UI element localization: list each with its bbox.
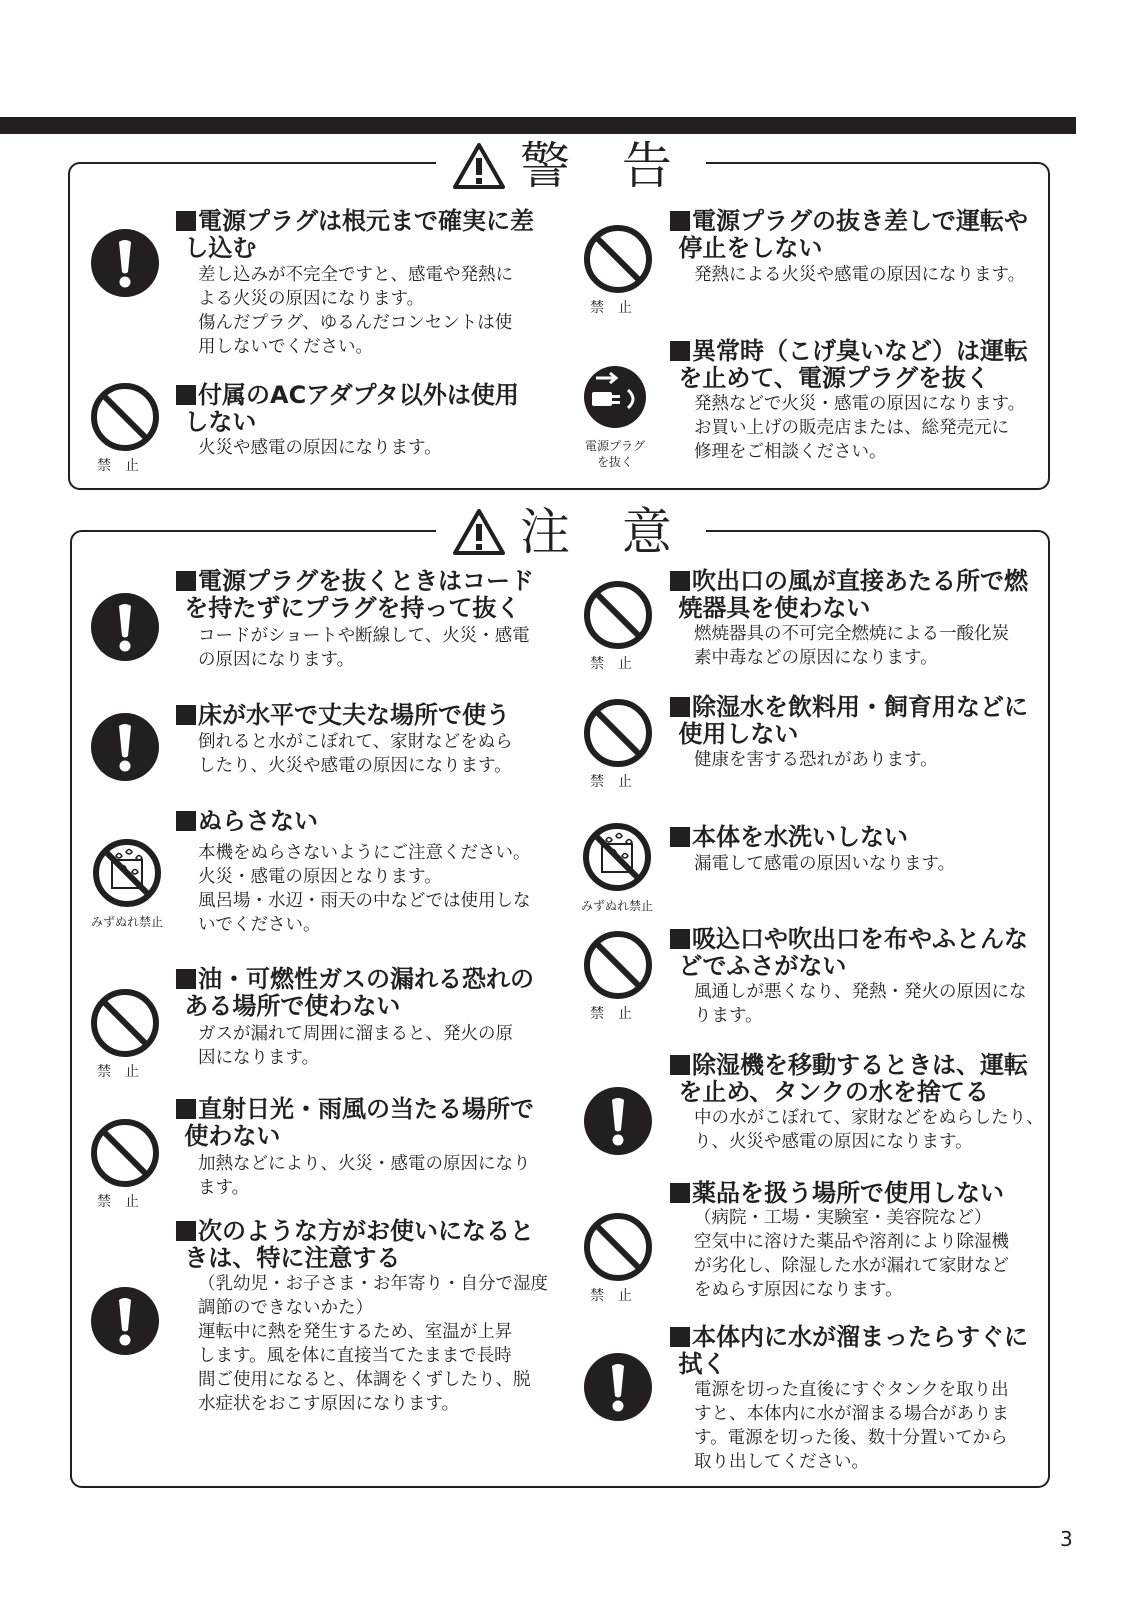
mandatory-icon xyxy=(583,1352,653,1422)
icon-label: 禁止 xyxy=(97,458,153,474)
item-body: ガスが漏れて周囲に溜まると、発火の原 因になります。 xyxy=(198,1024,513,1068)
bullet-square xyxy=(670,1183,690,1203)
bullet-square xyxy=(670,211,690,231)
prohibition-icon xyxy=(90,1118,160,1210)
bullet-square xyxy=(670,341,690,361)
bullet-square xyxy=(176,811,196,831)
item-heading: 直射日光・雨風の当たる場所で 使わない xyxy=(184,1095,534,1150)
icon-label: 禁止 xyxy=(590,1288,646,1304)
mandatory-icon xyxy=(90,228,160,298)
item-heading: 床が水平で丈夫な場所で使う xyxy=(198,701,510,729)
item-body: コードがショートや断線して、火災・感電 の原因になります。 xyxy=(198,626,530,670)
item-body: 発熱による火災や感電の原因になります。 xyxy=(694,265,1026,285)
item-body: 本機をぬらさないようにご注意ください。 火災・感電の原因となります。 風呂場・水辺・雨天の中などでは使用しな いでください。 xyxy=(198,843,531,935)
item-body: 倒れると水がこぼれて、家財などをぬら したり、火災や感電の原因になります。 xyxy=(198,732,513,776)
item-body: 電源を切った直後にすぐタンクを取り出 すと、本体内に水が溜まる場合がありま す。電源を切った後、数十分置いてから 取り出してください。 xyxy=(694,1380,1009,1472)
bullet-square xyxy=(176,385,196,405)
item-body: 加熱などにより、火災・感電の原因になり ます。 xyxy=(198,1154,531,1198)
item-body: （病院・工場・実験室・美容院など） 空気中に溶けた薬品や溶剤により除湿機 が劣化し、除湿した水が漏れて家財など をぬらす原因になります。 xyxy=(694,1208,1009,1300)
item-body: 差し込みが不完全ですと、感電や発熱に よる火災の原因になります。 傷んだプラグ、ゆるんだコンセントは使 用しないでください。 xyxy=(198,265,513,357)
prohibition-icon xyxy=(90,988,160,1080)
caution-title: 注 意 xyxy=(436,504,706,560)
bullet-square xyxy=(670,1055,690,1075)
prohibition-icon xyxy=(583,580,653,672)
item-body: 漏電して感電の原因いなります。 xyxy=(694,854,956,874)
prohibition-icon xyxy=(583,1212,653,1304)
item-body: 中の水がこぼれて、家財などをぬらしたり、 り、火災や感電の原因になります。 xyxy=(694,1108,1044,1152)
icon-label: 禁止 xyxy=(590,656,646,672)
warning-triangle-icon xyxy=(452,141,506,191)
page-number: 3 xyxy=(1060,1527,1073,1551)
item-body: （乳幼児・お子さま・お年寄り・自分で湿度 調節のできないかた） 運転中に熱を発生するため、室温が上昇 します。風を体に直接当てたままで長時 間ご使用になると、体調をくずしたり、脱 水症状をおこす原因になります。 xyxy=(198,1274,548,1414)
item-heading: 付属のACアダプタ以外は使用 しない xyxy=(184,381,519,436)
bullet-square xyxy=(670,571,690,591)
bullet-square xyxy=(176,969,196,989)
bullet-square xyxy=(176,705,196,725)
item-heading: 電源プラグは根元まで確実に差 し込む xyxy=(184,207,534,262)
top-rule xyxy=(0,117,1076,134)
bullet-square xyxy=(176,211,196,231)
item-heading: 本体内に水が溜まったらすぐに 拭く xyxy=(678,1323,1028,1378)
prohibition-icon xyxy=(583,930,653,1022)
icon-label: 禁止 xyxy=(97,1194,153,1210)
icon-label: 禁止 xyxy=(590,1006,646,1022)
item-heading: 異常時（こげ臭いなど）は運転 を止めて、電源プラグを抜く xyxy=(678,337,1028,392)
item-heading: 除湿水を飲料用・飼育用などに 使用しない xyxy=(678,693,1028,748)
item-body: 燃焼器具の不可完全燃焼による一酸化炭 素中毒などの原因になります。 xyxy=(694,624,1009,668)
icon-label: 禁止 xyxy=(590,300,646,316)
item-heading: 吸込口や吹出口を布やふとんな どでふさがない xyxy=(678,925,1028,980)
bullet-square xyxy=(670,1327,690,1347)
no-wetting-icon xyxy=(578,822,656,914)
item-heading: 電源プラグを抜くときはコード を持たずにプラグを持って抜く xyxy=(184,567,534,622)
icon-label: 禁止 xyxy=(97,1064,153,1080)
bullet-square xyxy=(670,929,690,949)
item-heading: 除湿機を移動するときは、運転 を止め、タンクの水を捨てる xyxy=(678,1051,1028,1106)
item-body: 風通しが悪くなり、発熱・発火の原因にな ります。 xyxy=(694,982,1027,1026)
icon-label: 電源プラグ を抜く xyxy=(584,439,645,469)
warning-triangle-icon xyxy=(452,507,506,557)
prohibition-icon xyxy=(583,224,653,316)
item-heading: 薬品を扱う場所で使用しない xyxy=(692,1179,1004,1207)
bullet-square xyxy=(670,827,690,847)
no-wetting-icon xyxy=(78,838,176,930)
item-body: 健康を害する恐れがあります。 xyxy=(694,750,938,770)
icon-label: 禁止 xyxy=(590,774,646,790)
item-heading: 吹出口の風が直接あたる所で燃 焼器具を使わない xyxy=(678,567,1028,622)
item-heading: ぬらさない xyxy=(198,807,318,835)
mandatory-icon xyxy=(90,712,160,782)
item-heading: 本体を水洗いしない xyxy=(692,823,908,851)
bullet-square xyxy=(670,697,690,717)
item-body: 火災や感電の原因になります。 xyxy=(198,438,442,458)
bullet-square xyxy=(176,1099,196,1119)
mandatory-icon xyxy=(90,1286,160,1356)
icon-label: みずぬれ禁止 xyxy=(90,915,163,929)
bullet-square xyxy=(176,571,196,591)
item-heading: 電源プラグの抜き差しで運転や 停止をしない xyxy=(678,207,1028,262)
unplug-icon xyxy=(580,362,650,470)
prohibition-icon xyxy=(90,382,160,474)
icon-label: みずぬれ禁止 xyxy=(580,899,653,913)
item-body: 発熱などで火災・感電の原因になります。 お買い上げの販売店または、総発売元に 修理をご相談ください。 xyxy=(694,394,1026,462)
mandatory-icon xyxy=(583,1086,653,1156)
item-heading: 油・可燃性ガスの漏れる恐れの ある場所で使わない xyxy=(184,965,534,1020)
item-heading: 次のような方がお使いになると きは、特に注意する xyxy=(184,1217,534,1272)
prohibition-icon xyxy=(583,698,653,790)
mandatory-icon xyxy=(90,592,160,662)
bullet-square xyxy=(176,1221,196,1241)
warning-title: 警 告 xyxy=(436,138,706,194)
